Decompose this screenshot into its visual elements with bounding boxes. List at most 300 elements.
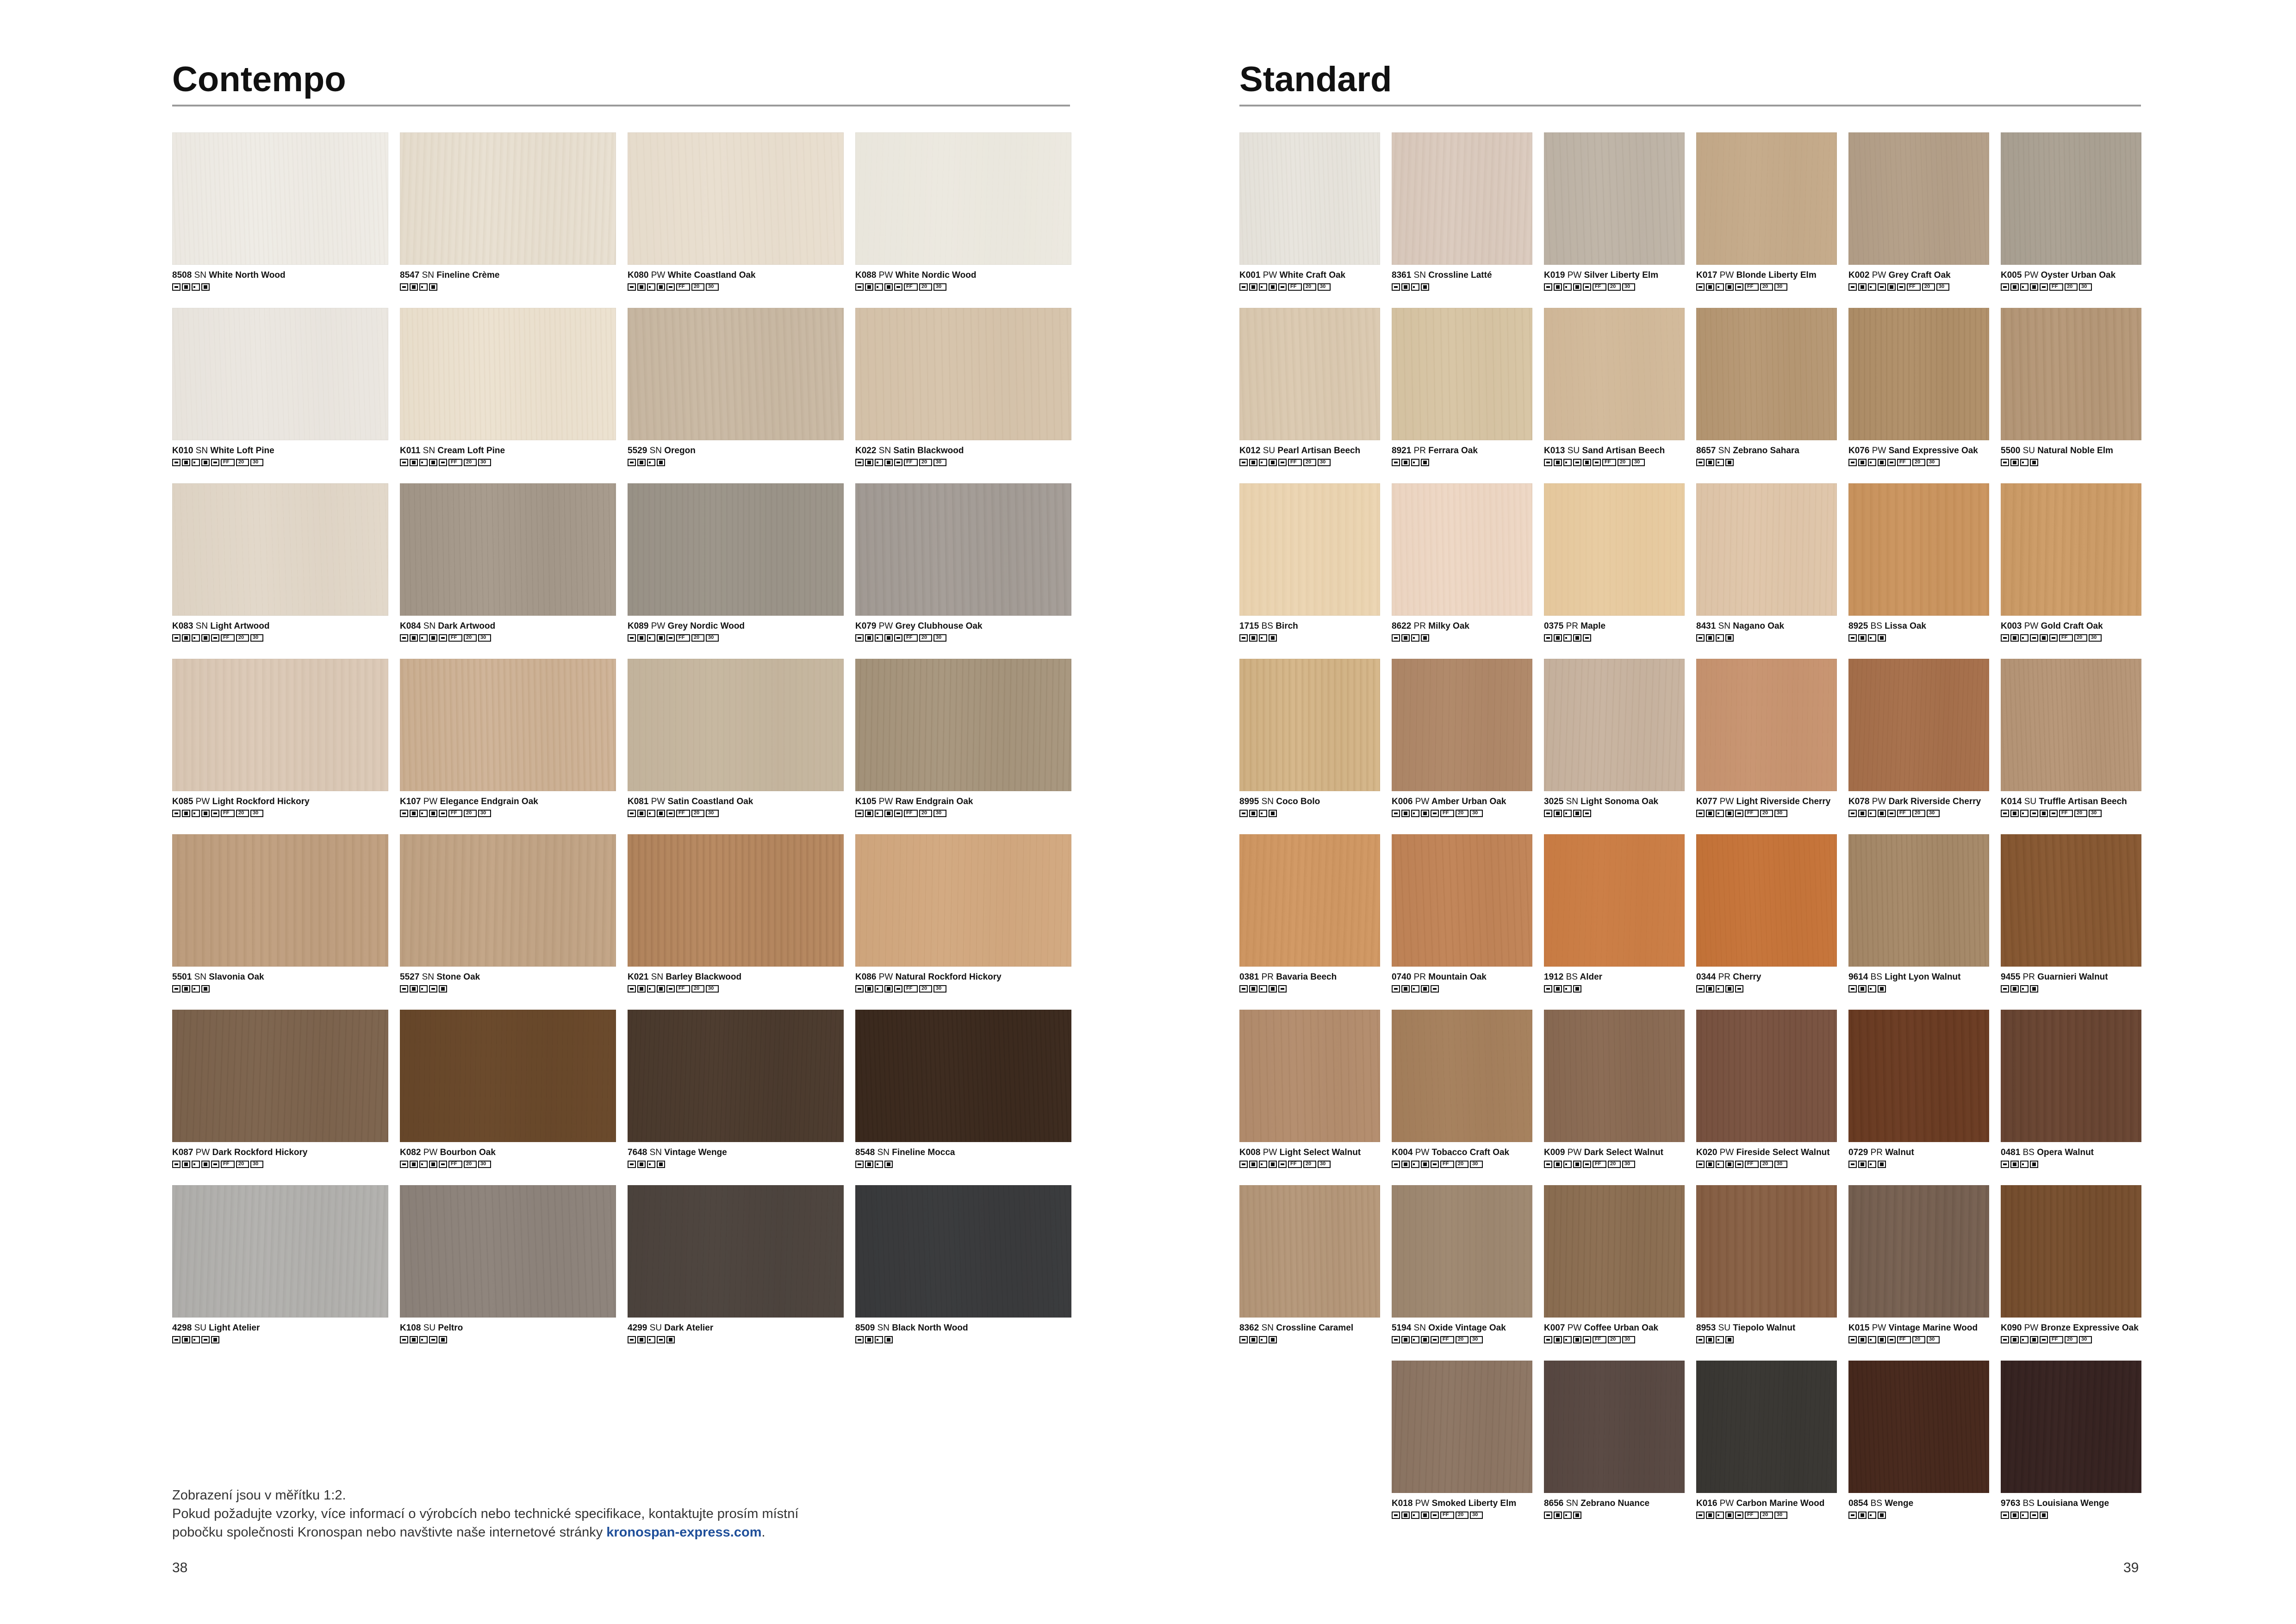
wood-grain-texture [628,308,843,440]
product-availability-icon [706,985,719,993]
wood-grain-texture [1849,308,1989,440]
product-availability-icon [464,634,477,642]
product-availability-icon [1554,1161,1562,1168]
product-availability-icon [1735,1161,1743,1168]
product-availability-icon [1725,1512,1734,1519]
decor-swatch [1239,1185,1380,1318]
product-availability-icon [1936,283,1949,291]
product-availability-icon [250,459,263,466]
product-availability-icon [875,1161,883,1168]
decor-finish: SU [1718,1323,1730,1333]
product-availability-icon [1421,283,1429,291]
wood-grain-texture [1849,1361,1989,1493]
product-availability-icon [1563,985,1572,993]
product-availability-icon [2001,1336,2009,1343]
product-availability-icon [1392,459,1400,466]
product-availability-icon [1868,634,1876,642]
decor-finish: PW [1719,1148,1734,1157]
decor-label [1848,446,1989,456]
product-availability-icon [2040,283,2048,291]
product-availability-icon [250,810,263,817]
decor-finish: PR [1261,972,1274,982]
product-availability-icon [211,810,219,817]
website-link[interactable]: kronospan-express.com [606,1525,762,1540]
decor-swatch [1544,834,1685,967]
decor-card [855,483,1071,643]
decor-name: Sand Expressive Oak [1888,446,1978,456]
product-availability-icon [1608,283,1621,291]
decor-finish: PW [2024,270,2039,280]
product-availability-icon [429,459,437,466]
decor-label [400,1323,616,1333]
product-availability-icon [666,634,675,642]
product-availability-icon [1563,459,1572,466]
product-availability-icon [1745,1512,1759,1519]
decor-code: K003 [2001,621,2022,631]
product-availability-icon [1554,1512,1562,1519]
decor-code: 8656 [1544,1499,1564,1508]
decor-card [1696,659,1837,819]
product-availability-icon [657,1161,665,1168]
product-availability-icon [211,459,219,466]
product-availability-icon [1411,1161,1419,1168]
decor-swatch [2001,659,2141,791]
availability-icons [2001,634,2141,643]
product-availability-icon [1456,1512,1468,1519]
availability-icons [1696,634,1837,643]
decor-finish: PW [1719,797,1734,806]
product-availability-icon [1421,1161,1429,1168]
decor-label [1239,797,1380,807]
decor-label [1392,621,1532,631]
product-availability-icon [919,810,932,817]
decor-name: Bourbon Oak [440,1148,496,1157]
decor-finish: PR [1718,972,1730,982]
wood-grain-texture [856,659,1071,791]
decor-card [172,308,388,468]
product-availability-icon [1927,810,1940,817]
decor-name: Alder [1580,972,1603,982]
product-availability-icon [1239,283,1248,291]
product-availability-icon [1411,985,1419,993]
decor-name: Truffle Artisan Beech [2039,797,2127,806]
product-availability-icon [1259,283,1267,291]
wood-grain-texture [173,308,388,440]
decor-label [1544,1148,1685,1158]
wood-grain-texture [1240,659,1380,791]
decor-label [400,270,616,281]
availability-icons [855,459,1071,468]
availability-icons [1696,459,1837,468]
decor-code: K107 [400,797,421,806]
availability-icons [172,634,388,643]
product-availability-icon [1563,1512,1572,1519]
product-availability-icon [448,810,462,817]
product-availability-icon [1401,985,1410,993]
decor-label [172,1323,388,1333]
decor-swatch [172,1010,388,1142]
product-availability-icon [1440,1161,1454,1168]
product-availability-icon [884,1336,893,1343]
product-availability-icon [1716,810,1724,817]
decor-code: 0381 [1239,972,1259,982]
product-availability-icon [1411,810,1419,817]
product-availability-icon [2001,283,2009,291]
decor-name: Dark Select Walnut [1584,1148,1663,1157]
decor-card [1239,483,1380,643]
decor-swatch [1239,1010,1380,1142]
decor-card [1392,1361,1532,1521]
wood-grain-texture [1849,1186,1989,1317]
product-availability-icon [2020,283,2028,291]
product-availability-icon [201,634,210,642]
decor-name: Raw Endgrain Oak [895,797,973,806]
product-availability-icon [919,459,932,466]
product-availability-icon [1544,1336,1552,1343]
wood-grain-texture [400,1186,616,1317]
wood-grain-texture [400,659,616,791]
product-availability-icon [1622,283,1635,291]
product-availability-icon [2010,1161,2019,1168]
decor-code: K089 [628,621,649,631]
product-availability-icon [1583,634,1591,642]
product-availability-icon [410,459,418,466]
product-availability-icon [1421,1336,1429,1343]
product-availability-icon [875,985,883,993]
decor-label [1392,270,1532,281]
decor-swatch [1392,834,1532,967]
decor-code: K015 [1848,1323,1870,1333]
wood-grain-texture [1240,835,1380,966]
decor-swatch [628,1185,844,1318]
product-availability-icon [400,1161,408,1168]
decor-finish: PW [651,621,666,631]
product-availability-icon [637,283,646,291]
decor-card [1848,308,1989,468]
decor-label [1696,1148,1837,1158]
product-availability-icon [236,459,249,466]
product-availability-icon [2065,283,2078,291]
product-availability-icon [1392,283,1400,291]
product-availability-icon [1602,459,1616,466]
product-availability-icon [448,1161,462,1168]
decor-name: Light Artwood [210,621,270,631]
product-availability-icon [1897,1336,1911,1343]
decor-label [1544,1323,1685,1333]
product-availability-icon [400,985,408,993]
product-availability-icon [1868,1161,1876,1168]
product-availability-icon [2020,1336,2028,1343]
availability-icons [628,283,844,293]
product-availability-icon [172,634,180,642]
product-availability-icon [192,810,200,817]
decor-swatch [1696,483,1837,616]
wood-grain-texture [2001,835,2141,966]
decor-swatch [628,659,844,791]
product-availability-icon [192,1161,200,1168]
availability-icons [2001,459,2141,468]
decor-name: Oxide Vintage Oak [1428,1323,1506,1333]
product-availability-icon [1912,459,1925,466]
product-availability-icon [1735,985,1743,993]
product-availability-icon [1716,634,1724,642]
decor-name: Dark Riverside Cherry [1888,797,1981,806]
product-availability-icon [1431,810,1439,817]
page-number-right: 39 [2123,1560,2139,1575]
product-availability-icon [1774,1161,1787,1168]
decor-label [1239,1323,1380,1333]
decor-name: White North Wood [209,270,286,280]
decor-finish: PW [2024,1323,2039,1333]
decor-finish: PW [651,797,666,806]
decor-label [1696,621,1837,631]
product-availability-icon [2030,1161,2038,1168]
product-availability-icon [1411,1512,1419,1519]
decor-label [628,621,844,631]
wood-grain-texture [1392,133,1532,264]
product-availability-icon [1907,283,1921,291]
wood-grain-texture [1240,484,1380,615]
product-availability-icon [1716,459,1724,466]
decor-code: K009 [1544,1148,1565,1157]
decor-card [2001,483,2141,643]
wood-grain-texture [1544,835,1684,966]
decor-finish: SN [877,1323,890,1333]
availability-icons [2001,1512,2141,1521]
decor-card [1696,1010,1837,1170]
availability-icons [172,985,388,994]
decor-finish: PW [1263,270,1277,280]
decor-finish: PW [1719,270,1734,280]
product-availability-icon [875,810,883,817]
decor-code: 0740 [1392,972,1412,982]
decor-swatch [1392,1185,1532,1318]
availability-icons [1848,1336,1989,1345]
decor-card [628,483,844,643]
product-availability-icon [1706,283,1714,291]
product-availability-icon [1868,985,1876,993]
wood-grain-texture [628,659,843,791]
product-availability-icon [1696,1161,1705,1168]
availability-icons [400,985,616,994]
decor-name: Nagano Oak [1733,621,1785,631]
product-availability-icon [875,283,883,291]
decor-code: 4299 [628,1323,647,1333]
decor-label [1239,270,1380,281]
decor-code: 0481 [2001,1148,2021,1157]
product-availability-icon [1431,1336,1439,1343]
availability-icons [1392,810,1532,819]
product-availability-icon [1259,634,1267,642]
product-availability-icon [666,985,675,993]
decor-card [1392,1185,1532,1345]
wood-grain-texture [1697,659,1836,791]
decor-swatch [1392,132,1532,265]
decor-finish: PW [1872,1323,1886,1333]
decor-swatch [1848,659,1989,791]
product-availability-icon [676,810,690,817]
product-availability-icon [884,634,893,642]
product-availability-icon [1848,459,1857,466]
decor-finish: PW [2024,621,2039,631]
product-availability-icon [1774,1512,1787,1519]
product-availability-icon [182,810,190,817]
decor-swatch [628,132,844,265]
decor-card [400,1185,616,1345]
decor-code: 0344 [1696,972,1716,982]
product-availability-icon [1716,1512,1724,1519]
decor-finish: PW [651,270,666,280]
decor-name: Dark Atelier [664,1323,714,1333]
decor-name: Gold Craft Oak [2041,621,2103,631]
decor-code: 8362 [1239,1323,1259,1333]
product-availability-icon [1249,810,1257,817]
decor-swatch [400,132,616,265]
decor-name: Pearl Artisan Beech [1277,446,1361,456]
decor-card [1696,132,1837,293]
wood-grain-texture [628,1186,843,1317]
decor-name: Birch [1276,621,1298,631]
decor-code: 1912 [1544,972,1564,982]
decor-swatch [628,308,844,440]
decor-name: Dark Rockford Hickory [212,1148,308,1157]
decor-code: K012 [1239,446,1261,456]
product-availability-icon [1544,985,1552,993]
product-availability-icon [478,459,491,466]
product-availability-icon [1421,459,1429,466]
decor-card [855,1185,1071,1345]
decor-swatch [855,308,1071,440]
decor-finish: PW [195,1148,210,1157]
product-availability-icon [884,459,893,466]
wood-grain-texture [1697,1186,1836,1317]
product-availability-icon [1440,1336,1454,1343]
availability-icons [1239,1336,1380,1345]
product-availability-icon [1411,1336,1419,1343]
decor-name: Coco Bolo [1276,797,1320,806]
availability-icons [1392,1512,1532,1521]
decor-name: Coffee Urban Oak [1584,1323,1659,1333]
product-availability-icon [2020,1161,2028,1168]
decor-swatch [855,1010,1071,1142]
availability-icons [1392,1336,1532,1345]
decor-card [400,659,616,819]
product-availability-icon [182,459,190,466]
product-availability-icon [1288,283,1302,291]
decor-name: Slavonia Oak [209,972,264,982]
availability-icons [1848,1512,1989,1521]
product-availability-icon [904,985,918,993]
decor-label [1544,270,1685,281]
decor-label [1848,1323,1989,1333]
decor-label [1392,972,1532,982]
product-availability-icon [1278,1161,1287,1168]
wood-grain-texture [1544,1010,1684,1142]
wood-grain-texture [1849,1010,1989,1142]
product-availability-icon [1288,459,1302,466]
product-availability-icon [1878,634,1886,642]
decor-label [1696,270,1837,281]
decor-swatch [855,1185,1071,1318]
product-availability-icon [657,985,665,993]
product-availability-icon [884,985,893,993]
availability-icons [1848,634,1989,643]
decor-label [1696,446,1837,456]
product-availability-icon [211,1161,219,1168]
decor-card [855,834,1071,994]
decor-finish: SN [877,1148,890,1157]
product-availability-icon [1431,985,1439,993]
decor-code: 8361 [1392,270,1412,280]
footnote [172,1486,890,1542]
product-availability-icon [1259,985,1267,993]
product-availability-icon [1622,1336,1635,1343]
product-availability-icon [1269,1161,1277,1168]
availability-icons [1239,459,1380,468]
availability-icons [1696,1336,1837,1345]
product-availability-icon [201,283,210,291]
product-availability-icon [691,283,704,291]
wood-grain-texture [400,1010,616,1142]
decor-name: Blonde Liberty Elm [1736,270,1817,280]
decor-finish: SN [649,1148,662,1157]
product-availability-icon [657,459,665,466]
product-availability-icon [1858,459,1867,466]
wood-grain-texture [400,308,616,440]
decor-finish: PW [423,1148,438,1157]
decor-card [1392,483,1532,643]
decor-label [2001,621,2141,631]
decor-code: 8548 [855,1148,875,1157]
decor-card [1392,659,1532,819]
decor-finish: SN [1413,270,1426,280]
wood-grain-texture [1544,1361,1684,1493]
wood-grain-texture [856,308,1071,440]
product-availability-icon [2040,1512,2048,1519]
decor-finish: SN [878,446,891,456]
decor-name: Light Riverside Cherry [1736,797,1831,806]
decor-swatch [1544,483,1685,616]
product-availability-icon [647,1336,655,1343]
decor-name: Fineline Crème [436,270,500,280]
product-availability-icon [1583,810,1591,817]
product-availability-icon [410,1336,418,1343]
decor-card [855,659,1071,819]
product-availability-icon [1848,283,1857,291]
product-availability-icon [1544,1161,1552,1168]
product-availability-icon [1858,634,1867,642]
availability-icons [628,1161,844,1170]
product-availability-icon [1563,810,1572,817]
product-availability-icon [2001,1161,2009,1168]
decor-code: K016 [1696,1499,1717,1508]
product-availability-icon [2030,634,2038,642]
product-availability-icon [628,283,636,291]
decor-code: K017 [1696,270,1717,280]
product-availability-icon [1848,810,1857,817]
product-availability-icon [2049,634,2058,642]
product-availability-icon [236,810,249,817]
decor-swatch [1544,659,1685,791]
product-availability-icon [2089,810,2102,817]
decor-card [2001,132,2141,293]
decor-name: Grey Nordic Wood [667,621,745,631]
decor-label [2001,446,2141,456]
product-availability-icon [1573,459,1581,466]
product-availability-icon [1278,459,1287,466]
availability-icons [1544,1336,1685,1345]
product-availability-icon [1401,1161,1410,1168]
